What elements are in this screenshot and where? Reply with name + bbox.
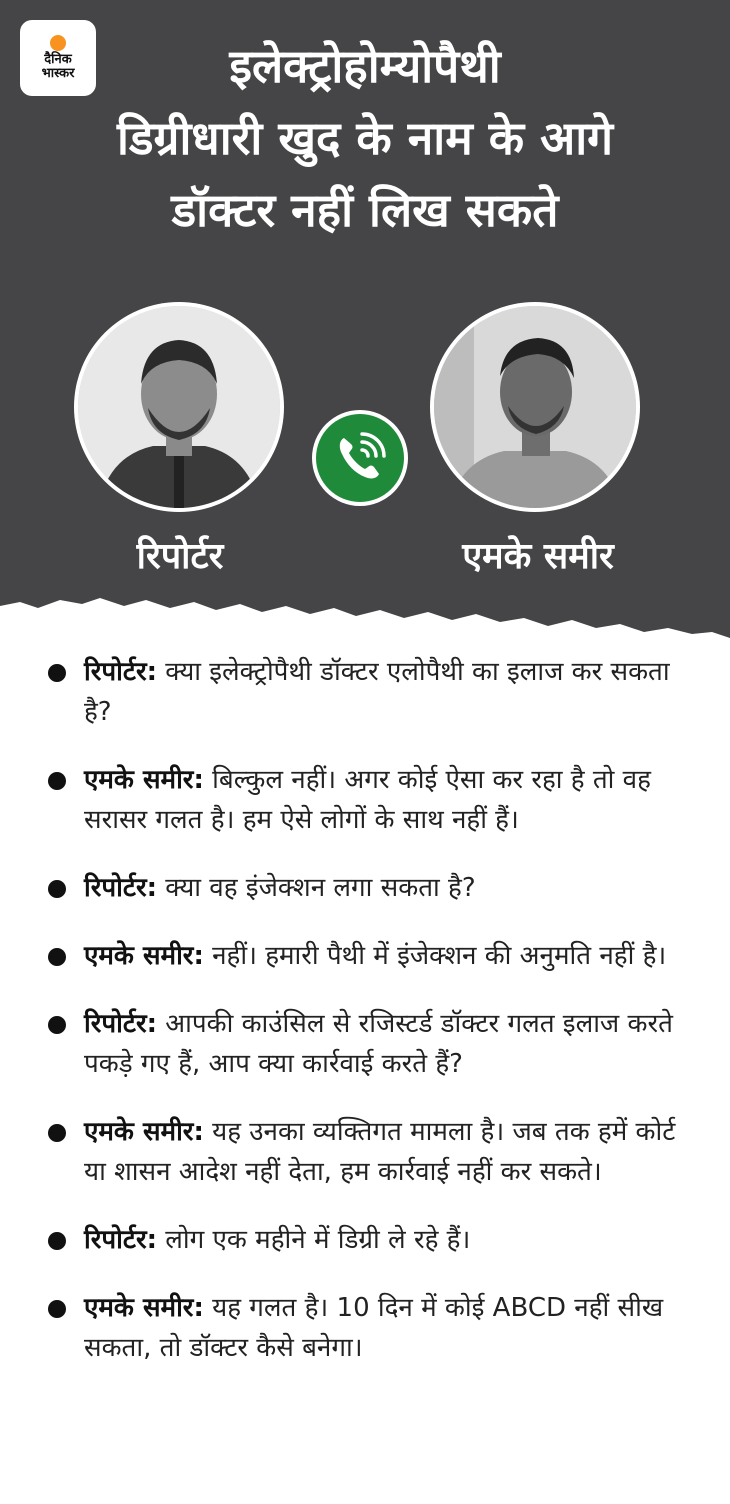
message-text: लोग एक महीने में डिग्री ले रहे हैं। <box>165 1225 471 1255</box>
speaker-label: रिपोर्टर: <box>84 657 158 687</box>
list-item <box>48 652 698 732</box>
logo-line-1: दैनिक <box>44 52 72 67</box>
message-text: बिल्कुल नहीं। अगर कोई ऐसा कर रहा है तो वह सरासर गलत है। हम ऐसे लोगों के साथ नहीं हैं। <box>84 765 651 835</box>
headline-line-1: इलेक्ट्रोहोम्योपैथी <box>229 39 501 93</box>
speaker-label: रिपोर्टर: <box>84 1009 158 1039</box>
message-text: यह गलत है। 10 दिन में कोई ABCD नहीं सीख सकता, तो डॉक्टर कैसे बनेगा। <box>84 1293 664 1363</box>
phone-icon <box>330 428 390 488</box>
speaker-label: एमके समीर: <box>84 1117 204 1147</box>
list-item <box>48 1004 698 1084</box>
reporter-portrait-icon <box>78 306 280 508</box>
speaker-label: एमके समीर: <box>84 941 204 971</box>
headline <box>40 30 690 246</box>
speaker-label: एमके समीर: <box>84 1293 204 1323</box>
bullet-icon <box>48 772 66 790</box>
bullet-icon <box>48 880 66 898</box>
message-text: क्या इलेक्ट्रोपैथी डॉक्टर एलोपैथी का इलाज कर सकता है? <box>84 657 670 727</box>
speaker-label: रिपोर्टर: <box>84 873 158 903</box>
list-item <box>48 1112 698 1192</box>
bullet-icon <box>48 1232 66 1250</box>
message-text: आपकी काउंसिल से रजिस्टर्ड डॉक्टर गलत इलाज करते पकड़े गए हैं, आप क्या कार्रवाई करते हैं? <box>84 1009 673 1079</box>
bullet-icon <box>48 1300 66 1318</box>
mk-sameer-label: एमके समीर <box>462 536 614 577</box>
list-item <box>48 868 698 908</box>
list-item <box>48 1220 698 1260</box>
mk-sameer-photo <box>430 302 640 512</box>
list-item <box>48 760 698 840</box>
mk-sameer-portrait-icon <box>434 306 636 508</box>
speaker-label: रिपोर्टर: <box>84 1225 158 1255</box>
message-text: यह उनका व्यक्तिगत मामला है। जब तक हमें कोर्ट या शासन आदेश नहीं देता, हम कार्रवाई नहीं कर सकते। <box>84 1117 676 1187</box>
torn-paper-edge <box>0 588 730 648</box>
speaker-label: एमके समीर: <box>84 765 204 795</box>
phone-call-badge <box>312 410 408 506</box>
logo-line-2: भास्कर <box>41 66 75 81</box>
list-item <box>48 936 698 976</box>
bullet-icon <box>48 1016 66 1034</box>
bullet-icon <box>48 1124 66 1142</box>
headline-line-2: डिग्रीधारी खुद के नाम के आगे <box>117 111 613 165</box>
list-item <box>48 1288 698 1368</box>
bullet-icon <box>48 664 66 682</box>
reporter-photo <box>74 302 284 512</box>
header-panel <box>0 0 730 640</box>
bullet-icon <box>48 948 66 966</box>
headline-line-3: डॉक्टर नहीं लिख सकते <box>171 183 559 237</box>
conversation-list <box>48 652 698 1368</box>
message-text: क्या वह इंजेक्शन लगा सकता है? <box>165 873 476 903</box>
message-text: नहीं। हमारी पैथी में इंजेक्शन की अनुमति नहीं है। <box>212 941 667 971</box>
reporter-label: रिपोर्टर <box>136 536 224 577</box>
